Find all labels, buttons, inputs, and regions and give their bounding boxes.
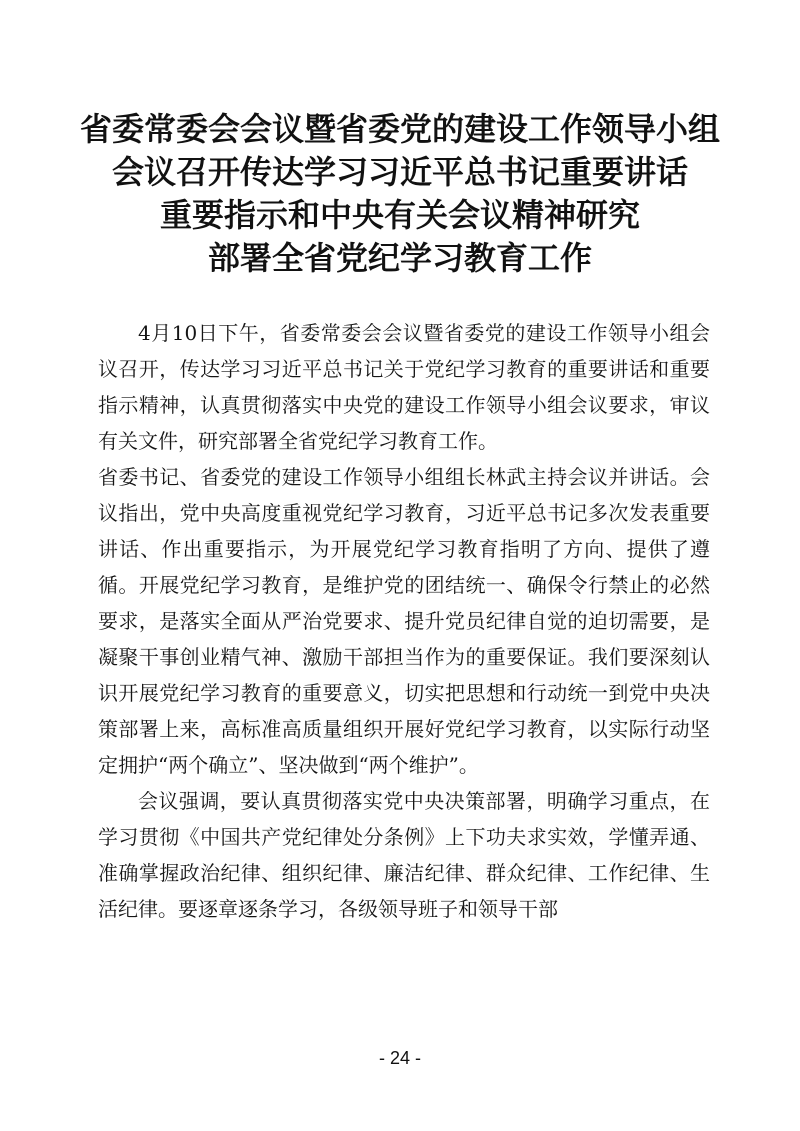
- title-line-3: 重要指示和中央有关会议精神研究: [159, 196, 640, 234]
- title-line-2: 会议召开传达学习习近平总书记重要讲话: [111, 153, 688, 191]
- paragraph-3: 会议强调，要认真贯彻落实党中央决策部署，明确学习重点，在学习贯彻《中国共产党纪律处分条例》上下功夫求实效，学懂弄通、准确掌握政治纪律、组织纪律、廉洁纪律、群众纪律、工作纪律、生活纪律。要逐章逐条学习，各级领导班子和领导干部: [98, 789, 710, 921]
- document-title: [60, 108, 740, 280]
- paragraph-2: 省委书记、省委党的建设工作领导小组组长林武主持会议并讲话。会议指出，党中央高度重视党纪学习教育，习近平总书记多次发表重要讲话、作出重要指示，为开展党纪学习教育指明了方向、提供了遵循。开展党纪学习教育，是维护党的团结统一、确保令行禁止的必然要求，是落实全面从严治党要求、提升党员纪律自觉的迫切需要，是凝聚干事创业精气神、激励干部担当作为的重要保证。我们要深刻认识开展党纪学习教育的重要意义，切实把思想和行动统一到党中央决策部署上来，高标准高质量组织开展好党纪学习教育，以实际行动坚定拥护“两个确立”、坚决做到“两个维护”。: [98, 465, 710, 777]
- title-line-4: 部署全省党纪学习教育工作: [207, 239, 592, 277]
- document-body: [98, 315, 710, 927]
- title-line-1: 省委常委会会议暨省委党的建设工作领导小组: [79, 110, 720, 148]
- page-number: - 24 -: [378, 1048, 421, 1068]
- paragraph-1: 4月10日下午，省委常委会会议暨省委党的建设工作领导小组会议召开，传达学习习近平总书记关于党纪学习教育的重要讲话和重要指示精神，认真贯彻落实中央党的建设工作领导小组会议要求，审议有关文件，研究部署全省党纪学习教育工作。: [98, 321, 710, 453]
